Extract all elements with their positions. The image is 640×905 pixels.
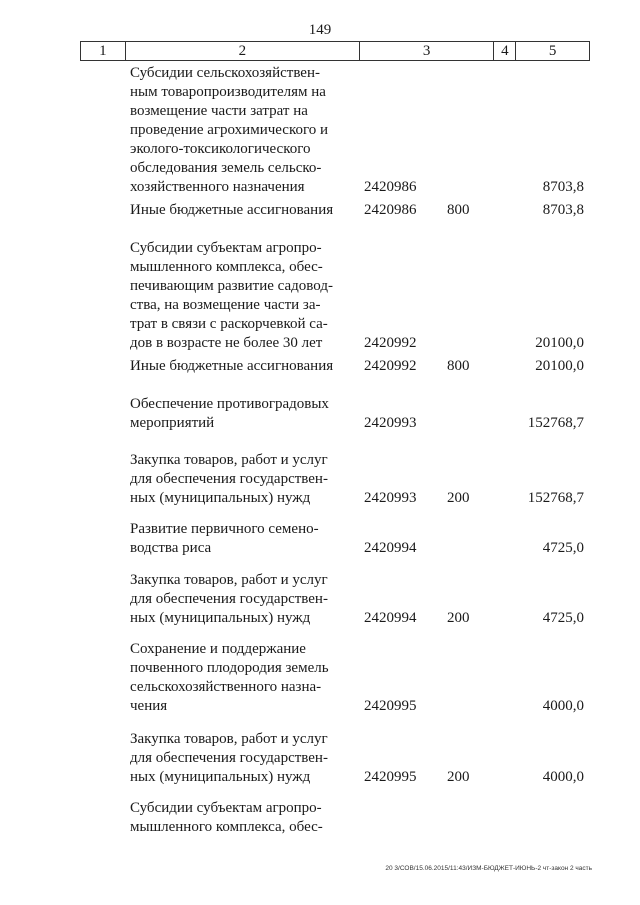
row-amount: 4725,0: [542, 610, 584, 626]
column-number-1: 1: [81, 42, 126, 60]
description-line: мышленного комплекса, обес-: [130, 819, 323, 835]
description-line: Закупка товаров, работ и услуг: [130, 731, 328, 747]
row-code: 2420992: [364, 358, 417, 374]
row-description: [130, 239, 335, 353]
description-line: ных (муниципальных) нужд: [130, 769, 311, 785]
description-line: Иные бюджетные ассигнования: [130, 202, 334, 218]
description-line: ства, на возмещение части за-: [130, 297, 321, 313]
row-description: [130, 520, 335, 558]
column-number-4: 4: [494, 42, 516, 60]
row-code: 2420993: [364, 490, 417, 506]
row-amount: 4725,0: [542, 540, 584, 556]
row-amount: 4000,0: [542, 769, 584, 785]
description-line: обследования земель сельско-: [130, 160, 322, 176]
description-line: ных (муниципальных) нужд: [130, 490, 311, 506]
row-description: [130, 201, 335, 220]
description-line: Иные бюджетные ассигнования: [130, 358, 334, 374]
row-code: 2420986: [364, 202, 417, 218]
description-line: хозяйственного назначения: [130, 179, 305, 195]
page-footer-stamp: 20 3/СОВ/15.06.2015/11:43/ИЗМ-БЮДЖЕТ-ИЮНЬ-2 чт-закон 2 часть: [385, 865, 592, 872]
description-line: сельскохозяйственного назна-: [130, 679, 322, 695]
column-number-5: 5: [548, 43, 557, 59]
column-number-3: 3: [360, 42, 494, 60]
description-line: водства риса: [130, 540, 212, 556]
description-line: чения: [130, 698, 168, 714]
row-description: [130, 730, 335, 787]
description-line: Субсидии субъектам агропро-: [130, 240, 322, 256]
row-amount: 20100,0: [535, 335, 584, 351]
column-number-2: 2: [126, 42, 360, 60]
description-line: мышленного комплекса, обес-: [130, 259, 323, 275]
row-expense-type: 800: [447, 202, 470, 218]
row-code: 2420992: [364, 335, 417, 351]
table-column-header: [80, 41, 590, 61]
description-line: мероприятий: [130, 415, 215, 431]
row-description: [130, 395, 335, 433]
description-line: ным товаропроизводителям на: [130, 84, 326, 100]
description-line: Субсидии субъектам агропро-: [130, 800, 322, 816]
row-expense-type: 200: [447, 610, 470, 626]
row-expense-type: 800: [447, 358, 470, 374]
row-description: [130, 799, 335, 837]
row-code: 2420994: [364, 540, 417, 556]
description-line: ных (муниципальных) нужд: [130, 610, 311, 626]
description-line: Обеспечение противоградовых: [130, 396, 329, 412]
description-line: Развитие первичного семено-: [130, 521, 319, 537]
description-line: Закупка товаров, работ и услуг: [130, 572, 328, 588]
row-amount: 152768,7: [527, 415, 584, 431]
description-line: эколого-токсикологического: [130, 141, 311, 157]
description-line: печивающим развитие садовод-: [130, 278, 333, 294]
description-line: Субсидии сельскохозяйствен-: [130, 65, 320, 81]
row-description: [130, 357, 335, 376]
description-line: дов в возрасте не более 30 лет: [130, 335, 323, 351]
description-line: Закупка товаров, работ и услуг: [130, 452, 328, 468]
row-amount: 8703,8: [542, 179, 584, 195]
description-line: возмещение части затрат на: [130, 103, 308, 119]
row-description: [130, 571, 335, 628]
row-code: 2420986: [364, 179, 417, 195]
description-line: для обеспечения государствен-: [130, 750, 328, 766]
description-line: проведение агрохимического и: [130, 122, 329, 138]
row-expense-type: 200: [447, 769, 470, 785]
description-line: для обеспечения государствен-: [130, 471, 328, 487]
description-line: трат в связи с раскорчевкой са-: [130, 316, 328, 332]
row-description: [130, 451, 335, 508]
description-line: почвенного плодородия земель: [130, 660, 329, 676]
row-expense-type: 200: [447, 490, 470, 506]
row-amount: 4000,0: [542, 698, 584, 714]
row-code: 2420993: [364, 415, 417, 431]
description-line: Сохранение и поддержание: [130, 641, 306, 657]
row-code: 2420995: [364, 769, 417, 785]
page-number: 149: [308, 22, 332, 38]
row-description: [130, 64, 335, 197]
row-amount: 8703,8: [542, 202, 584, 218]
row-code: 2420995: [364, 698, 417, 714]
row-code: 2420994: [364, 610, 417, 626]
row-amount: 20100,0: [535, 358, 584, 374]
row-amount: 152768,7: [527, 490, 584, 506]
row-description: [130, 640, 335, 716]
description-line: для обеспечения государствен-: [130, 591, 328, 607]
